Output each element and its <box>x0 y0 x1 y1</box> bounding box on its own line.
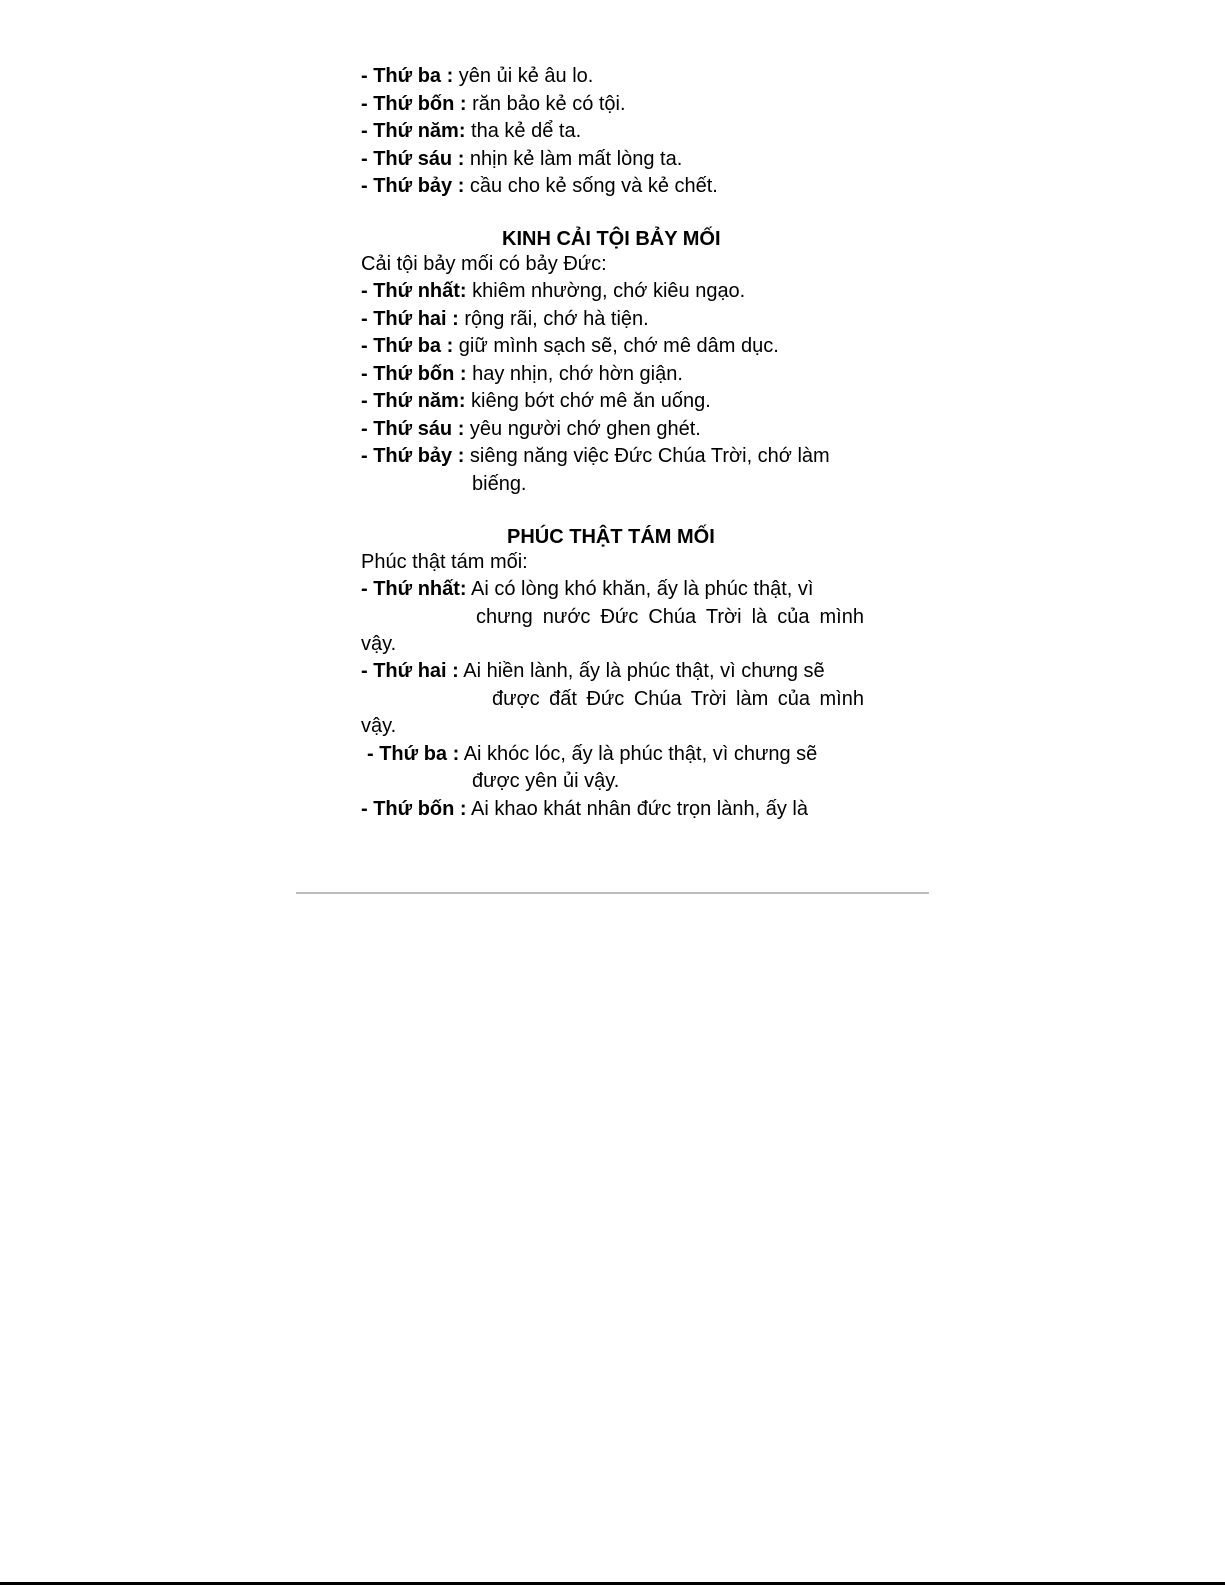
item-label: - Thứ bảy : <box>361 175 465 197</box>
list-item <box>361 389 711 413</box>
list-item-continuation: biếng. <box>472 473 527 495</box>
item-label: - Thứ sáu : <box>361 148 465 170</box>
list-item <box>361 417 701 441</box>
section-heading: KINH CẢI TỘI BẢY MỐI <box>502 228 721 250</box>
section-heading: PHÚC THẬT TÁM MỐI <box>507 526 715 548</box>
item-text: khiêm nhường, chớ kiêu ngạo. <box>466 280 746 302</box>
list-item <box>361 64 593 88</box>
list-item-continuation: được đất Đức Chúa Trời làm của mình <box>492 688 864 710</box>
item-label: - Thứ hai : <box>361 308 459 330</box>
page-divider <box>296 892 929 894</box>
item-label: - Thứ sáu : <box>361 418 465 440</box>
list-item <box>361 147 682 171</box>
list-item <box>361 279 745 303</box>
list-item-continuation: chưng nước Đức Chúa Trời là của mình <box>476 606 864 628</box>
item-label: - Thứ bảy : <box>361 445 465 467</box>
item-label: - Thứ bốn : <box>361 798 467 820</box>
list-item <box>361 577 813 601</box>
item-label: - Thứ ba : <box>361 65 454 87</box>
list-item <box>361 334 779 358</box>
list-item <box>361 797 808 821</box>
item-label: - Thứ bốn : <box>361 363 467 385</box>
item-text: kiêng bớt chớ mê ăn uống. <box>465 390 711 412</box>
list-item <box>361 444 830 468</box>
item-text: tha kẻ dể ta. <box>465 120 582 142</box>
item-text: hay nhịn, chớ hờn giận. <box>466 363 683 385</box>
item-text: Ai khao khát nhân đức trọn lành, ấy là <box>466 798 808 820</box>
item-text: yêu người chớ ghen ghét. <box>464 418 701 440</box>
item-text: giữ mình sạch sẽ, chớ mê dâm dục. <box>453 335 779 357</box>
item-label: - Thứ hai : <box>361 660 459 682</box>
item-label: - Thứ năm: <box>361 390 466 412</box>
item-label: - Thứ năm: <box>361 120 466 142</box>
item-label: - Thứ nhất: <box>361 578 467 600</box>
list-item-tail: vậy. <box>361 715 397 737</box>
list-item-continuation: được yên ủi vậy. <box>472 770 620 792</box>
item-text: siêng năng việc Đức Chúa Trời, chớ làm <box>464 445 830 467</box>
item-text: Ai hiền lành, ấy là phúc thật, vì chưng sẽ <box>458 660 825 682</box>
list-item <box>367 742 817 766</box>
list-item <box>361 92 626 116</box>
section-intro: Phúc thật tám mối: <box>361 551 528 573</box>
item-text: Ai khóc lóc, ấy là phúc thật, vì chưng sẽ <box>459 743 818 765</box>
item-label: - Thứ nhất: <box>361 280 467 302</box>
list-item <box>361 659 825 683</box>
item-text: nhịn kẻ làm mất lòng ta. <box>464 148 683 170</box>
list-item <box>361 362 683 386</box>
item-text: Ai có lòng khó khăn, ấy là phúc thật, vì <box>466 578 814 600</box>
item-label: - Thứ ba : <box>367 743 460 765</box>
list-item <box>361 174 718 198</box>
item-label: - Thứ ba : <box>361 335 454 357</box>
list-item <box>361 119 581 143</box>
item-text: rộng rãi, chớ hà tiện. <box>458 308 649 330</box>
section-intro: Cải tội bảy mối có bảy Đức: <box>361 253 607 275</box>
item-label: - Thứ bốn : <box>361 93 467 115</box>
list-item <box>361 307 649 331</box>
item-text: cầu cho kẻ sống và kẻ chết. <box>464 175 718 197</box>
item-text: yên ủi kẻ âu lo. <box>453 65 594 87</box>
item-text: răn bảo kẻ có tội. <box>466 93 626 115</box>
list-item-tail: vậy. <box>361 633 397 655</box>
